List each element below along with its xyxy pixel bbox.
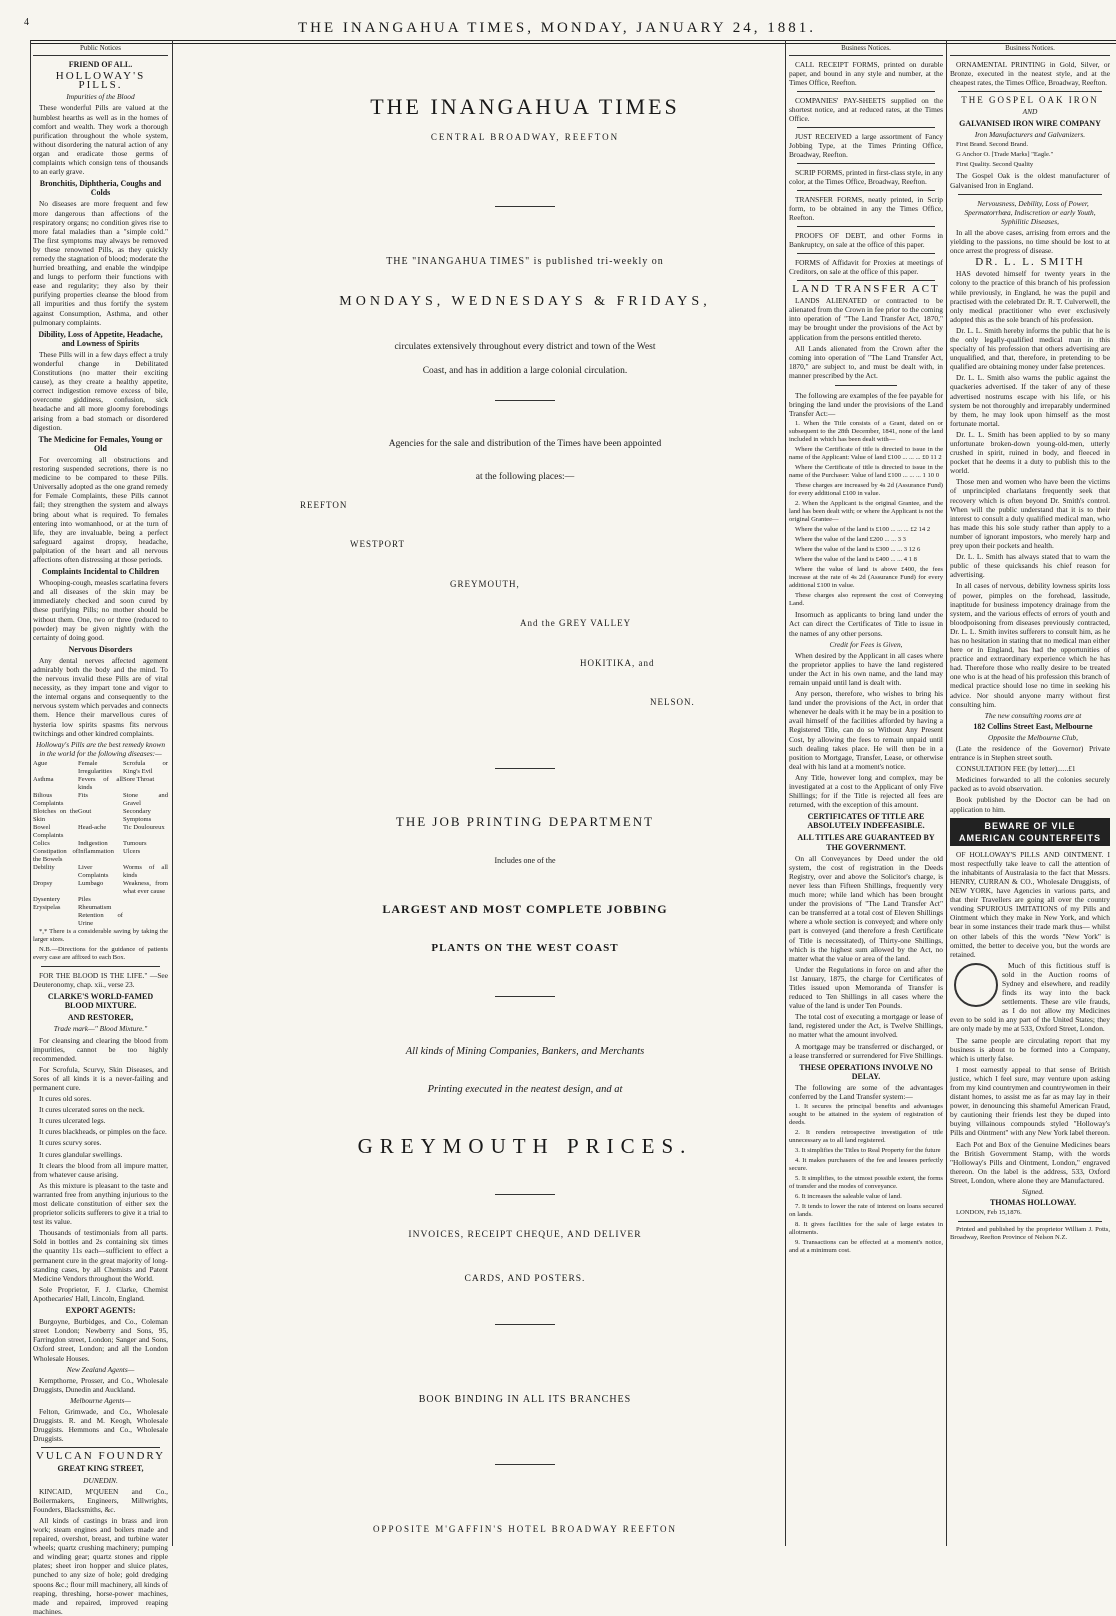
subheading: Impurities of the Blood <box>66 92 135 102</box>
certificates-heading: CERTIFICATES OF TITLE ARE ABSOLUTELY INDEFEASIBLE. <box>807 812 925 831</box>
column-header: Business Notices. <box>950 44 1110 56</box>
disease-cell: Worms of all kinds <box>123 863 168 879</box>
dr-smith-heading: DR. L. L. SMITH <box>975 256 1085 269</box>
paragraph: LANDS ALIENATED or contracted to be alienated from the Crown in fee prior to the coming into operation of "The Land Transfer Act, 1870," may be brought under the provisions of the Act by application from the persons entitled thereto. <box>789 296 943 342</box>
paragraph: Insomuch as applicants to bring land under the Act can direct the Certificates of Title to issue in the names of any other persons. <box>789 610 943 638</box>
divider <box>797 253 935 254</box>
paragraph: Medicines forwarded to all the colonies securely packed as to avoid observation. <box>950 775 1110 794</box>
paragraph: No diseases are more frequent and few more dangerous than affections of the respiratory organs; no condition gives rise to more fatal maladies than a "simple cold." The first symptoms may always be removed by these renowned Pills, as they quickly remedy the stagnation of blood; moderate the hurried breathing, and enable the windpipe and lungs to perform their functions with ease and regularity; they also by their purifying properties cleanse the blood from all impurities and thus fortify the system against Consumption, Asthma, and other pulmonary complaints. <box>33 199 168 327</box>
divider <box>797 91 935 92</box>
subheading: Dibility, Loss of Appetite, Headache, and Lowness of Spirits <box>38 329 163 348</box>
divider <box>300 996 750 997</box>
paragraph: Each Pot and Box of the Genuine Medicines bears the British Government Stamp, with the words "Holloway's Pills and Ointment, London," engraved thereon. On the label is the address, 533, Oxford Street, London, where alone they are Manufactured. <box>950 1139 1110 1185</box>
trade-mark: Trade mark—" Blood Mixture." <box>53 1024 148 1034</box>
thomas-holloway: THOMAS HOLLOWAY. <box>989 1198 1077 1208</box>
guaranteed-heading: ALL TITLES ARE GUARANTEED BY THE GOVERNMENT. <box>797 833 935 852</box>
signed: Signed. <box>1022 1187 1044 1197</box>
column-rule <box>946 40 947 1546</box>
disease-cell: Tumours <box>123 839 147 847</box>
note: *,* There is a considerable saving by taking the larger sizes. <box>33 927 168 943</box>
vulcan-heading: VULCAN FOUNDRY <box>35 1450 166 1463</box>
paragraph: I most earnestly appeal to that sense of British justice, which I feel sure, may venture upon asking from my kind countrymen and countrywomen in their distant homes, to assist me as far as may lay in their power, in denouncing this shameful American Fraud, by cautioning their friends lest they be duped into buying villainous compounds styled "Holloway's Pills and Ointment" with any New York label thereon. <box>950 1064 1110 1138</box>
cure-item: It cures ulcerated sores on the neck. <box>39 1105 145 1115</box>
disease-cell: Gout <box>78 807 92 815</box>
ad-proofs-of-debt: PROOFS OF DEBT, and other Forms in Bankruptcy, on sale at the office of this paper. <box>789 231 943 250</box>
fee-line: Where the value of the land is £100 ... ... ... £2 14 2 <box>795 526 931 534</box>
disease-cell: Bowel Complaints <box>33 823 64 839</box>
ad-just-received: JUST RECEIVED a large assortment of Fancy Jobbing Type, at the Times Printing Office, Broadway, Reefton. <box>789 132 943 160</box>
divider <box>300 1194 750 1195</box>
disease-row <box>33 792 168 808</box>
fee-line: Where the value of land is above £400, the fees increase at the rate of 4s 2d (Assurance Fund) for every additional £100 in value. <box>789 566 943 590</box>
fee-line: Where the value of the land is £400 ... ... 4 1 8 <box>795 556 917 564</box>
printing-line: Printing executed in the neatest design, and at <box>427 1084 623 1095</box>
disease-row <box>33 904 168 912</box>
consulting-line: The new consulting rooms are at <box>984 710 1082 720</box>
plants-line: PLANTS ON THE WEST COAST <box>431 942 619 954</box>
fee-line: Where the Certificate of title is directed to issue in the name of the Applicant: Value of land £100 ... ... ... £0 11 2 <box>789 446 943 462</box>
vulcan-street: GREAT KING STREET, <box>57 1464 144 1474</box>
disease-cell: Dropsy <box>33 879 53 887</box>
place-reefton: REEFTON <box>300 500 348 510</box>
advantage-item: 4. It makes purchasers of the fee and lessees perfectly secure. <box>789 1157 943 1173</box>
divider <box>41 1447 160 1448</box>
ad-pay-sheets: COMPANIES' PAY-SHEETS supplied on the shortest notice, and at reduced rates, at the Times Office. <box>789 96 943 124</box>
ad-scrip-forms: SCRIP FORMS, printed in first-class style, in any color, at the Times Office, Broadway, Reefton. <box>789 168 943 187</box>
paragraph: Whooping-cough, measles scarlatina fevers and all diseases of the skin may be immediately checked and soon cured by these purifying Pills; no mother should be without them. One, two or three (reduced to powder) may be given nightly with the certainty of doing good. <box>33 578 168 642</box>
restorer-heading: AND RESTORER, <box>67 1013 134 1023</box>
subheading: Nervous Disorders <box>68 644 133 654</box>
paragraph: Dr. L. L. Smith has always stated that to warn the public of these quicksands his chief reason for advertising. <box>950 552 1110 580</box>
book-binding-line: BOOK BINDING IN ALL ITS BRANCHES <box>418 1394 632 1405</box>
blood-life: FOR THE BLOOD IS THE LIFE." —See Deuteronomy, chap. xii., verse 23. <box>33 970 168 990</box>
fee-line: Where the value of the land £200 ... ... 3 3 <box>795 536 906 544</box>
paragraph: CONSULTATION FEE (by letter)......£1 <box>956 764 1076 774</box>
disease-row <box>33 808 168 824</box>
paragraph: Book published by the Doctor can be had on application to him. <box>950 795 1110 814</box>
paragraph: Thousands of testimonials from all parts. Sold in bottles and 2s containing six times the quantity 11s each—sufficient to effect a permanent cure in the great majority of long-standing cases, by all Chemists and Patent Medicine Vendors throughout the World. <box>33 1228 168 1283</box>
brands-line: First Quality. Second Quality <box>956 161 1034 169</box>
paragraph: As this mixture is pleasant to the taste and warranted free from anything injurious to the most delicate constitution of either sex the proprietor solicits sufferers to give it a trial to test its value. <box>33 1180 168 1227</box>
paragraph: OF HOLLOWAY'S PILLS AND OINTMENT. I most respectfully take leave to call the attention of the inhabitants of Australasia to the fact that Messrs. HENRY, CURRAN & CO., Wholesale Druggists, of NEW YORK, have Agencies in various parts, and that their Travellers are going all over the country vending SPURIOUS IMITATIONS of my Pills and Ointment which they make in New York, and which bear in some instances their trade mark thus— whilst on other labels of this the words "New York" is omitted, the better to deceive you, but the words are retained. <box>950 849 1110 959</box>
collins-street: 182 Collins Street East, Melbourne <box>973 721 1093 731</box>
column-rule <box>172 40 173 1546</box>
fee-line: Where the value of the land is £300 ... ... 3 12 6 <box>795 546 921 554</box>
column-business-notices <box>789 44 943 1544</box>
paragraph: The following are examples of the fee payable for bringing the land under the provisions of the Land Transfer Act:— <box>789 391 943 419</box>
holloway-heading: HOLLOWAY'S PILLS. <box>55 70 146 92</box>
disease-cell: Scrofula or King's Evil <box>123 759 168 775</box>
paragraph: (Late the residence of the Governor) Private entrance is in Stephen street south. <box>950 744 1110 763</box>
divider <box>797 190 935 191</box>
includes-line: Includes one of the <box>494 856 556 865</box>
galvanised-heading: GALVANISED IRON WIRE COMPANY <box>959 119 1101 129</box>
divider <box>835 385 897 386</box>
divider <box>797 127 935 128</box>
column-rule <box>785 40 786 1546</box>
ad-transfer-forms: TRANSFER FORMS, neatly printed, in Scrip form, to be obtained in any the Times Office, Reefton. <box>789 195 943 223</box>
place-greymouth: GREYMOUTH, <box>450 579 520 589</box>
advantage-item: 9. Transactions can be effected at a moment's notice, and at a minimum cost. <box>789 1239 943 1255</box>
disease-row <box>33 824 168 840</box>
paragraph: These wonderful Pills are valued at the humblest hearths as well as in the homes of comfort and wealth. They work a thorough purification throughout the whole system, without disordering the natural action of any organ and eradicate those germs of complaints which consign tens of thousands to an early grave. <box>33 103 168 177</box>
invoices-line: INVOICES, RECEIPT CHEQUE, AND DELIVER <box>408 1230 642 1240</box>
divider <box>797 280 935 281</box>
cure-item: It cures blackheads, or pimples on the face. <box>39 1127 167 1137</box>
disease-cell <box>123 912 168 928</box>
column-header: Business Notices. <box>789 44 943 56</box>
paragraph: Dr. L. L. Smith also warns the public against the quackeries advertised. If the taker of any of these advertised nostrums escape with his life, or his system be not thoroughly and irreparably undermined by them, he may look upon himself as the most fortunate mortal. <box>950 373 1110 428</box>
subheading: Complaints Incidental to Children <box>41 567 160 577</box>
divider <box>797 163 935 164</box>
disease-cell: Sore Throat <box>123 775 155 783</box>
disease-cell: Retention of Urine <box>78 911 123 927</box>
cure-item: It cures old sores. <box>39 1094 92 1104</box>
clarke-heading: CLARKE'S WORLD-FAMED BLOOD MIXTURE. <box>47 992 154 1011</box>
paragraph: For overcoming all obstructions and restoring suspended secretions, there is no medicine to be compared to these Pills. Universally adopted as the one grand remedy for Female Complaints, these Pills cannot fail; they strengthen the system and always bring about what is required. To females entering into womanhood, or at the turn of life, they are invaluable, being a perfect safeguard against dropsy, headache, palpitation of the heart and all nervous affections often distressing at those periods. <box>33 454 168 564</box>
coast-line: Coast, and has in addition a large colonial circulation. <box>422 366 628 376</box>
disease-cell: Female Irregularities <box>78 759 113 775</box>
cures-list <box>33 1094 168 1179</box>
disease-row <box>33 848 168 864</box>
column-business-notices-2 <box>950 44 1110 1544</box>
note: N.B.—Directions for the guidance of patients every case are affixed to each Box. <box>33 945 168 961</box>
advantage-item: 3. It simplifies the Titles to Real Property for the future <box>795 1147 941 1155</box>
advantages-list <box>789 1103 943 1255</box>
divider <box>300 1464 750 1465</box>
advantage-item: 7. It tends to lower the rate of interest on loans secured on lands. <box>789 1203 943 1219</box>
divider <box>958 1221 1102 1222</box>
advantage-item: 2. It renders retrospective investigation of title unnecessary as to all land registered. <box>789 1129 943 1145</box>
beware-line: BEWARE OF VILE <box>984 820 1076 831</box>
fee-line: 2. When the Applicant is the original Grantee, and the land has been dealt with; or where the Applicant is not the original Grantee— <box>789 500 943 524</box>
divider <box>958 91 1102 92</box>
paragraph: A mortgage may be transferred or discharged, or a lease transferred or surrendered for Five Shillings. <box>789 1041 943 1060</box>
disease-cell: Ague <box>33 759 48 767</box>
operations-heading: THESE OPERATIONS INVOLVE NO DELAY. <box>799 1062 933 1081</box>
paragraph: When desired by the Applicant in all cases where the proprietor applies to have the land registered under the Act in his own name, and the land may remain unpaid until land is dealt with. <box>789 650 943 687</box>
imprint: Printed and published by the proprietor William J. Potts, Broadway, Reefton Province of Nelson N.Z. <box>950 1226 1110 1242</box>
place-westport: WESTPORT <box>350 539 405 549</box>
masthead-title: THE INANGAHUA TIMES, MONDAY, JANUARY 24, 1881. <box>297 20 817 36</box>
brands-line: First Brand. Second Brand. <box>956 141 1028 149</box>
disease-cell: Fevers of all kinds <box>78 775 123 791</box>
disease-cell: Secondary Symptoms <box>123 807 152 823</box>
ad-affidavit-forms: FORMS of Affidavit for Proxies at meetings of Creditors, on sale at the office of this paper. <box>789 258 943 277</box>
center-address: CENTRAL BROADWAY, REEFTON <box>430 132 620 142</box>
paragraph: For Scrofula, Scurvy, Skin Diseases, and Sores of all kinds it is a never-failing and permanent cure. <box>33 1064 168 1092</box>
divider <box>958 194 1102 195</box>
disease-cell: Indigestion <box>78 839 108 847</box>
disease-cell: Tic Douloureux <box>123 823 165 831</box>
advantage-item: 6. It increases the saleable value of land. <box>795 1193 902 1201</box>
kincaid: KINCAID, M'QUEEN and Co., Boilermakers, Engineers, Millwrights, Founders, Blacksmiths, &c. <box>33 1486 168 1514</box>
paragraph: All kinds of castings in brass and iron work; steam engines and boilers made and repaired, overshot, breast, and turbine water wheels; quartz crushing machinery; pumping and winding gear; quartz stones and ripple plates; sheet iron hopper and sluice plates, punched to any size of hole; gold dredging spoons &c.; flour mill machinery, all kinds of reaping, threshing, horse-power machines, made and repaired, improved reaping machines. <box>33 1515 168 1616</box>
ad-call-receipt: CALL RECEIPT FORMS, printed on durable paper, and bound in any style and number, at the Times Office, Reefton. <box>789 60 943 88</box>
cure-item: It cures ulcerated legs. <box>39 1116 106 1126</box>
job-printing-heading: THE JOB PRINTING DEPARTMENT <box>395 814 655 829</box>
disease-row <box>33 776 168 792</box>
disease-cell: Liver Complaints <box>78 863 109 879</box>
column-header: Public Notices <box>33 44 168 56</box>
friend-heading: FRIEND OF ALL. <box>68 60 133 70</box>
paragraph: Dr. L. L. Smith has been applied to by so many unfortunate broken-down young-old-men, utterly crushed in spirit, ruined in body, and fleeced in pocket that he deems it a duty to publish this to the world. <box>950 429 1110 476</box>
disease-cell: Piles <box>78 895 91 903</box>
disease-cell <box>33 912 78 928</box>
top-rule <box>30 40 1116 41</box>
land-transfer-heading: LAND TRANSFER ACT <box>792 283 940 296</box>
credit-heading: Credit for Fees is Given, <box>829 639 903 649</box>
agencies-line: Agencies for the sale and distribution of the Times have been appointed <box>388 439 662 449</box>
disease-row <box>33 880 168 896</box>
subheading: Bronchitis, Diphtheria, Coughs and Colds <box>39 179 162 198</box>
paragraph: Under the Regulations in force on and after the 1st January, 1875, the charge for Certificates of Titles issued upon Memoranda of Transfer is reduced to Ten Shillings in all cases where the value of the land is under Ten Pounds. <box>789 964 943 1011</box>
disease-cell: Colics <box>33 839 50 847</box>
paragraph: In all the above cases, arrising from errors and the yielding to the passions, no time should be lost to at once arrest the progress of disease. <box>950 227 1110 256</box>
paragraph: In all cases of nervous, debility lowness spirits loss of power, pimples on the forehead, lassitude, inaptitude for business impotency drainage from the system, and the various effects of errors of youth and bloodpoisoning from diseases previously contracted, Dr. L. L. Smith invites sufferers to consult him, as he has no hesitation in stating that no medical man either here or in England, has had the opportunities of practice and extraordinary experience which he has had. Therefore those who really desire to be treated one who is at the head of his profession this branch of medical practice should lose no time in seeking his advice. Nor should anyone marry without first consulting him. <box>950 581 1110 709</box>
agents: Burgoyne, Burbidges, and Co., Coleman street London; Newberry and Sons, 95, Farringdon street, London; Sanger and Sons, Oxford street, London; and all the London Wholesale Houses. <box>33 1317 168 1363</box>
disease-cell: Fits <box>78 791 88 799</box>
paragraph: HAS devoted himself for twenty years in the colony to the practice of this branch of his profession while previously, in England, he was the pupil and practised with the celebrated Dr. R. T. Culverwell, the only medical practitioner who ever exclusively adopted this as the sole branch of his profession. <box>950 269 1110 324</box>
remedy-line: Holloway's Pills are the best remedy known in the world for the following diseases:— <box>35 739 166 758</box>
counterfeits-line: AMERICAN COUNTERFEITS <box>959 832 1101 843</box>
advantage-item: 5. It simplifies, to the utmost possible extent, the forms of transfer and the modes of conveyance. <box>789 1175 943 1191</box>
published-line: THE "INANGAHUA TIMES" is published tri-weekly on <box>386 256 664 267</box>
cards-line: CARDS, AND POSTERS. <box>464 1274 586 1284</box>
paragraph: Those men and women who have been the victims of unprincipled charlatans frequently seek that recovery which is often beyond Dr. Smith's control. When will the public understand that it is to their interest to consult a duly qualified medical man, who has made this his sole study rather than apply to a number of ignorant impostors, who merely harp and prey upon their pockets and health. <box>950 477 1110 551</box>
disease-row <box>33 896 168 904</box>
melbourne-heading: Melbourne Agents— <box>70 1395 131 1405</box>
disease-cell: Bilious Complaints <box>33 791 64 807</box>
disease-cell: Head-ache <box>78 823 107 831</box>
center-title: THE INANGAHUA TIMES <box>370 94 680 119</box>
disease-cell: Inflammation <box>78 847 114 855</box>
disease-cell: Asthma <box>33 775 54 783</box>
subheading: The Medicine for Females, Young or Old <box>38 434 163 453</box>
masthead <box>0 0 1114 40</box>
disease-row <box>33 840 168 848</box>
trade-mark-seal-icon <box>954 963 998 1007</box>
paragraph: Much of this fictitious stuff is sold in the Auction rooms of Sydney and elsewhere, and readily finds its way into the back settlements. These are vile frauds, as I do not allow my Medicines even to be sold in any part of the United States; they are only made by me at 533, Oxford Street, London. <box>950 960 1110 1034</box>
prices-heading: GREYMOUTH PRICES. <box>357 1134 693 1158</box>
vulcan-city: DUNEDIN. <box>83 1475 118 1485</box>
fee-line: These charges also represent the cost of Conveying Land. <box>789 592 943 608</box>
place-grey-valley: And the GREY VALLEY <box>520 618 632 628</box>
disease-cell: Stone and Gravel <box>123 791 168 807</box>
all-kinds-line: All kinds of Mining Companies, Bankers, and Merchants <box>405 1046 645 1057</box>
disease-row <box>33 912 168 928</box>
times-advertisement <box>300 44 750 1544</box>
disease-cell: Lumbago <box>78 879 104 887</box>
agents: Kempthorne, Prosser, and Co., Wholesale Druggists, Dunedin and Auckland. <box>33 1375 168 1394</box>
advantage-item: 8. It gives facilities for the sale of large estates in allotments. <box>789 1221 943 1237</box>
disease-row <box>33 760 168 776</box>
london-date: LONDON, Feb 15,1876. <box>956 1209 1022 1217</box>
fee-line: Where the Certificate of title is directed to issue in the name of the Purchaser: Value of land £100 ... ... ... 1 10 0 <box>789 464 943 480</box>
divider <box>300 1324 750 1325</box>
disease-cell: Blotches on the Skin <box>33 807 78 823</box>
opposite-line: OPPOSITE M'GAFFIN'S HOTEL BROADWAY REEFTON <box>372 1524 678 1534</box>
cure-item: It clears the blood from all impure matter, from whatever cause arising. <box>33 1160 168 1179</box>
opposite-club: Opposite the Melbourne Club, <box>988 732 1078 742</box>
disease-cell <box>123 896 168 904</box>
disease-cell: Weakness, from what ever cause <box>123 879 168 895</box>
page-number: 4 <box>24 17 32 28</box>
divider <box>300 768 750 769</box>
divider <box>300 206 750 207</box>
place-hokitika: HOKITIKA, and <box>580 658 655 668</box>
paragraph: On all Conveyances by Deed under the old system, the cost of registration in the Deeds Registry, over and above the Solicitor's charge, is never less than Fifteen Shillings, frequently very much more; while land which has been brought under the provisions of "The Land Transfer Act" can be transferred at a total cost of Eleven Shillings where a whole section is conveyed; and where only part is conveyed (and therefore a fresh Certificate of Title is necessitated), of Thirty-one Shillings, which is the highest sum allowed by the Act, no matter what the value or area of the land. <box>789 853 943 963</box>
circulates-line: circulates extensively throughout every district and town of the West <box>394 342 656 352</box>
paragraph: The following are some of the advantages conferred by the Land Transfer system:— <box>789 1082 943 1101</box>
disease-cell: Dysentery <box>33 895 61 903</box>
agents: Felton, Grimwade, and Co., Wholesale Druggists. R. and M. Keogh, Wholesale Druggists. Hemmons and Co., Wholesale Druggists. <box>33 1406 168 1444</box>
paragraph: The total cost of executing a mortgage or lease of land, registered under the Act, is Twelve Shillings, no matter what the amount involved. <box>789 1012 943 1040</box>
gospel-oak-heading: THE GOSPEL OAK IRON <box>961 95 1099 106</box>
disease-cell: Erysipelas <box>33 903 61 911</box>
paragraph: The Gospel Oak is the oldest manufacturer of Galvanised Iron in England. <box>950 171 1110 190</box>
gospel-and: AND <box>1022 107 1038 117</box>
paragraph: Any person, therefore, who wishes to bring his land under the provisions of the Act, in order that whenever he deals with it he may be in a position to avail himself of the facilities afforded by having a Registered Title, can do so Without Any Present Cost, by allowing the fees to remain unpaid until such dealing takes place. He will then be in a position to Mortgage, Transfer, Lease, or otherwise deal with his land at a moment's notice. <box>789 689 943 771</box>
fee-line: 1. When the Title consists of a Grant, dated on or subsequent to the 28th December, 1841, none of the land included in which has been dealt with— <box>789 420 943 444</box>
brands-line: G Anchor O. [Trade Marks] "Eagle." <box>956 151 1054 159</box>
disease-cell: Debility <box>33 863 55 871</box>
column-rule <box>30 40 31 1546</box>
export-heading: EXPORT AGENTS: <box>65 1306 136 1316</box>
paragraph: All Lands alienated from the Crown after the coming into operation of "The Land Transfer Act, 1870," are subject to, and must be dealt with, in manner prescribed by the Act. <box>789 343 943 380</box>
places-line: at the following places:— <box>475 472 575 482</box>
paragraph: Any dental nerves affected agement admirably both the body and the mind. To the nervous invalid these Pills are of vital necessity, as they impart tone and vigor to the internal organs and consequently to the nervous system which pervades and connects them. Hence their marvellous cures of hysteria low spirits spasms fits nervous twitchings and other kindred complaints. <box>33 655 168 738</box>
advantage-item: 1. It secures the principal benefits and advantages sought to be attained in the system of registration of deeds. <box>789 1103 943 1127</box>
disease-cell: Constipation of the Bowels <box>33 847 78 863</box>
nz-heading: New Zealand Agents— <box>66 1364 135 1374</box>
cure-item: It cures glandular swellings. <box>39 1149 123 1159</box>
ad-ornamental-printing: ORNAMENTAL PRINTING in Gold, Silver, or Bronze, executed in the neatest style, and at the cheapest rates, the Times Office, Broadway, Reefton. <box>950 60 1110 88</box>
column-public-notices <box>33 44 168 1616</box>
disease-cell: Ulcers <box>123 847 141 855</box>
paragraph: The same people are circulating report that my business is about to be formed into a Company, which is utterly false. <box>950 1035 1110 1063</box>
beware-banner <box>950 818 1110 846</box>
disease-list <box>33 760 168 928</box>
disease-row <box>33 864 168 880</box>
largest-line: LARGEST AND MOST COMPLETE JOBBING <box>382 902 668 916</box>
days-line: MONDAYS, WEDNESDAYS & FRIDAYS, <box>339 294 711 309</box>
paragraph: Any Title, however long and complex, may be investigated at a cost to the Applicant of only Five Shillings; for if the Title is rejected all fees are returned, with the exception of this amount. <box>789 772 943 810</box>
divider <box>300 400 750 401</box>
iron-manufacturers: Iron Manufacturers and Galvanizers. <box>974 130 1086 140</box>
paragraph: Dr. L. L. Smith hereby informs the public that he is the only legally-qualified medical man in this specialty of his profession that others advertising are unqualified, and that, therefore, in pretending to be qualified are obtaining money under false pretences. <box>950 325 1110 372</box>
disease-cell <box>123 904 168 912</box>
divider <box>797 226 935 227</box>
paragraph: These Pills will in a few days effect a truly wonderful change in Debilitated Constitutions (no matter their exciting cause), as they create a healthy appetite, correct indigestion remove excess of bile, overcome giddiness, confusion, sick headache and all more gloomy forebodings arising from a bad stomach or disordered digestion. <box>33 349 168 432</box>
paragraph: For cleansing and clearing the blood from impurities, cannot be too highly recommended. <box>33 1035 168 1063</box>
proprietor: Sole Proprietor, F. J. Clarke, Chemist Apothecaries' Hall, Lincoln, England. <box>33 1284 168 1303</box>
cure-item: It cures scurvy sores. <box>39 1138 102 1148</box>
place-nelson: NELSON. <box>650 697 695 707</box>
divider <box>41 966 160 967</box>
nervousness-line: Nervousness, Debility, Loss of Power, Spermatorrhœa, Indiscretion or early Youth, Syphilitic Diseases, <box>964 198 1096 226</box>
disease-cell: Rheumatism <box>78 903 112 911</box>
fee-line: These charges are increased by 4s 2d (Assurance Fund) for every additional £100 in value. <box>789 482 943 498</box>
